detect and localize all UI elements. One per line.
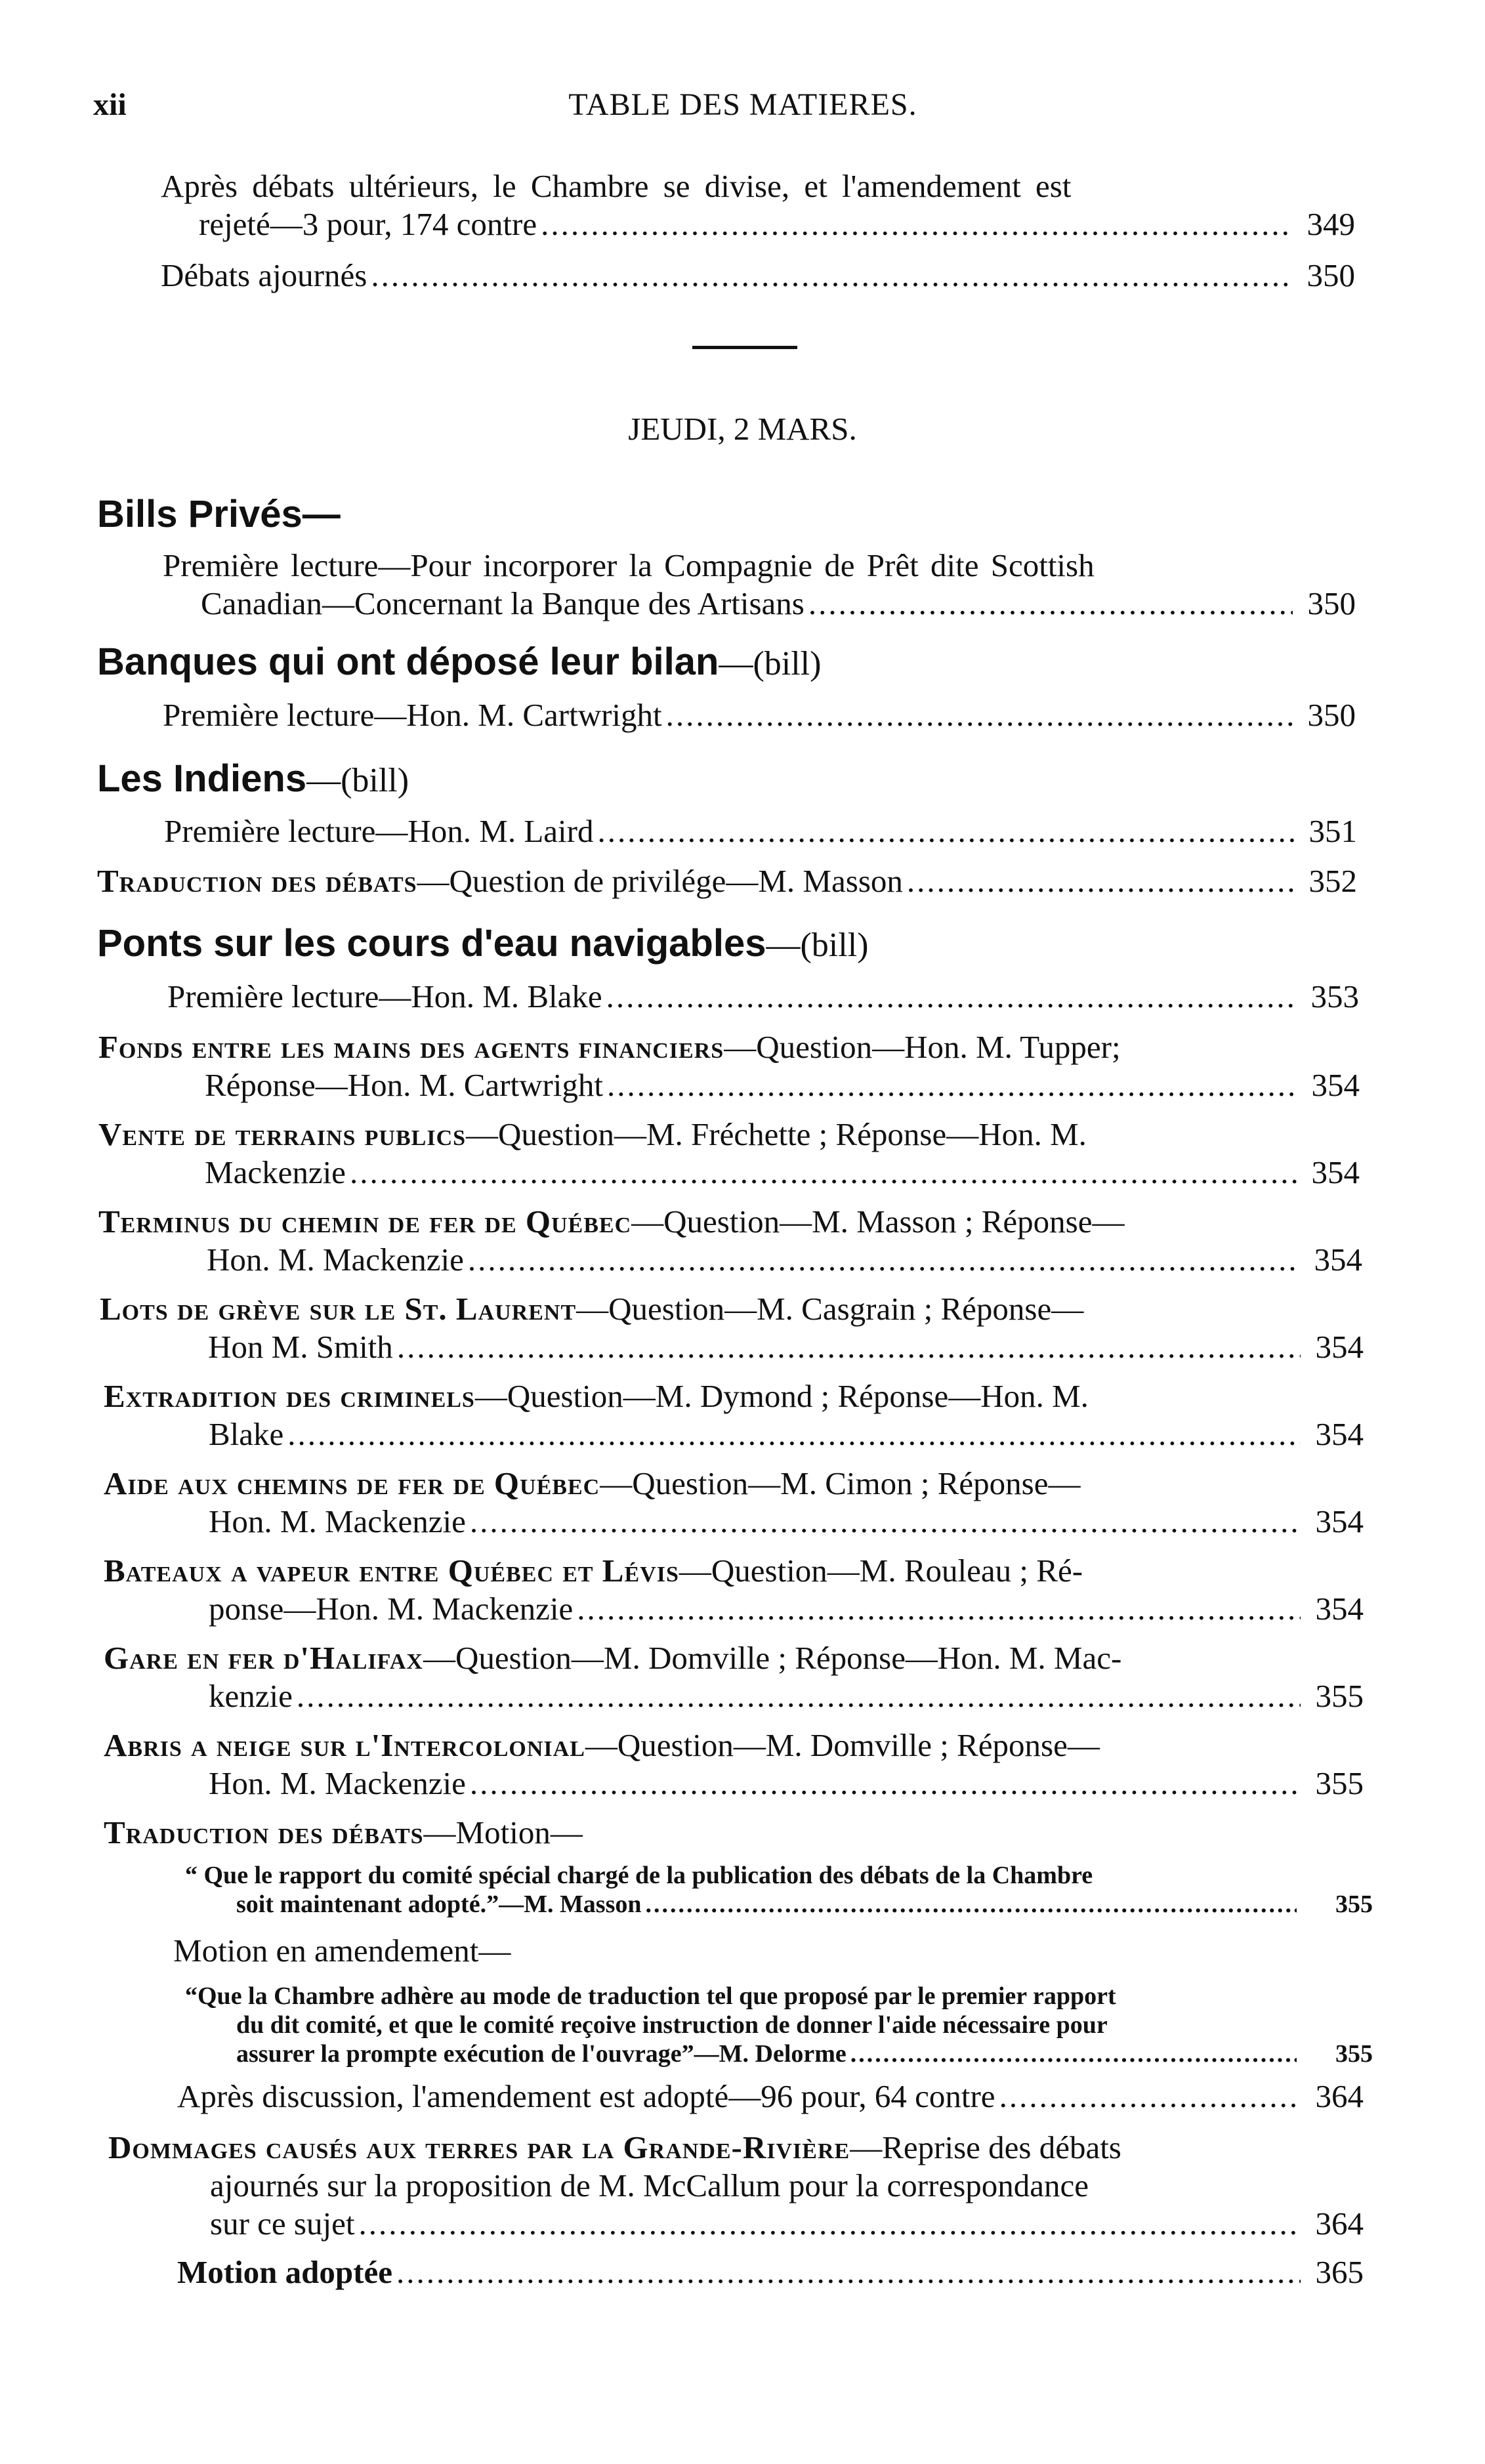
toc-entry-question <box>98 1203 1362 1279</box>
entry-text: —Question—M. Cimon ; Réponse— <box>600 1465 1081 1501</box>
bill-tag: —(bill) <box>719 645 822 682</box>
page-ref: 364 <box>1315 2078 1364 2114</box>
page-header <box>93 87 1392 133</box>
entry-text: Débats ajournés <box>161 257 367 293</box>
entry-text: Hon. M. Mackenzie <box>209 1503 466 1539</box>
quote-text: “Que la Chambre adhère au mode de traduction tel que proposé par le premier rapport <box>185 1982 1116 2010</box>
entry-text: Hon. M. Mackenzie <box>207 1242 464 1278</box>
entry-text: —Question—M. Casgrain ; Réponse— <box>576 1291 1084 1327</box>
dot-leader <box>371 257 1292 295</box>
toc-entry-debats-ajournes <box>161 257 1355 295</box>
toc-entry-dommages <box>108 2129 1364 2243</box>
entry-text: sur ce sujet <box>210 2205 355 2242</box>
entry-title: Traduction des débats <box>104 1814 424 1850</box>
entry-text: Première lecture—Hon. M. Cartwright <box>163 697 662 733</box>
entry-text: ponse—Hon. M. Mackenzie <box>209 1591 574 1627</box>
entry-title: Terminus du chemin de fer de Québec <box>98 1203 632 1240</box>
dot-leader <box>808 585 1293 623</box>
entry-text: Réponse—Hon. M. Cartwright <box>205 1067 603 1103</box>
entry-text: kenzie <box>209 1678 293 1714</box>
entry-text: —Motion— <box>423 1814 583 1850</box>
page-ref: 350 <box>1307 585 1356 621</box>
quote-text: du dit comité, et que le comité reçoive instruction de donner l'aide nécessaire pour <box>236 2011 1108 2039</box>
section-heading-banques <box>97 640 821 684</box>
page-ref: 365 <box>1315 2254 1364 2290</box>
dot-leader <box>358 2205 1301 2243</box>
entry-text: Hon M. Smith <box>208 1329 393 1365</box>
dot-leader <box>606 978 1296 1016</box>
dot-leader <box>397 1328 1301 1366</box>
page-ref: 355 <box>1335 1890 1373 1918</box>
dot-leader <box>470 1764 1301 1803</box>
entry-title: Vente de terrains publics <box>98 1116 467 1152</box>
toc-entry-bills-prives <box>163 547 1356 623</box>
section-heading-indiens <box>97 757 409 801</box>
page-ref: 354 <box>1315 1503 1364 1539</box>
page-ref: 354 <box>1311 1154 1360 1190</box>
page-ref: 355 <box>1315 1678 1364 1714</box>
page-ref: 354 <box>1315 1591 1364 1627</box>
quote-text: soit maintenant adopté.”—M. Masson <box>236 1890 642 1918</box>
dot-leader <box>541 205 1292 243</box>
heading-text: Bills Privés— <box>97 493 341 535</box>
entry-title: Abris a neige sur l'Intercolonial <box>104 1727 585 1763</box>
entry-text: rejeté—3 pour, 174 contre <box>199 206 537 242</box>
entry-text: —Question—M. Fréchette ; Réponse—Hon. M. <box>466 1116 1087 1152</box>
dot-leader <box>468 1241 1299 1279</box>
entry-title: Aide aux chemins de fer de Québec <box>104 1465 600 1501</box>
dot-leader <box>646 1890 1297 1919</box>
bill-tag: —(bill) <box>306 762 409 799</box>
toc-entry-question <box>104 1465 1364 1541</box>
entry-text: —Question de privilége—M. Masson <box>417 863 903 899</box>
toc-entry-question <box>104 1639 1364 1715</box>
entry-text: Première lecture—Pour incorporer la Compagnie de Prêt dite Scottish <box>163 547 1095 583</box>
entry-title: Gare en fer d'Halifax <box>104 1640 423 1676</box>
motion-amendement <box>173 1932 1289 1970</box>
entry-text: Canadian—Concernant la Banque des Artisans <box>201 585 805 621</box>
toc-entry-traduction-privilege <box>97 862 1357 900</box>
amendment-quote <box>185 1982 1373 2068</box>
entry-text: Après discussion, l'amendement est adopté—96 pour, 64 contre <box>177 2078 995 2114</box>
heading-text: Banques qui ont déposé leur bilan <box>97 640 719 683</box>
page-ref: 355 <box>1335 2040 1373 2068</box>
running-title: TABLE DES MATIERES. <box>568 87 917 122</box>
page-ref: 349 <box>1307 206 1355 242</box>
entry-text: Mackenzie <box>205 1154 346 1190</box>
dot-leader <box>350 1154 1297 1192</box>
toc-entry-ponts <box>167 978 1359 1016</box>
toc-entry-traduction-motion <box>104 1814 1305 1852</box>
dot-leader <box>470 1503 1301 1541</box>
section-heading-ponts <box>97 921 868 965</box>
entry-text: Motion adoptée <box>177 2254 392 2290</box>
dot-leader <box>597 812 1294 850</box>
entry-title: Lots de grève sur le St. Laurent <box>100 1291 577 1327</box>
page-ref: 354 <box>1315 1329 1364 1365</box>
dot-leader <box>287 1415 1301 1453</box>
dot-leader <box>907 862 1294 900</box>
entry-title: Extradition des criminels <box>104 1378 475 1414</box>
date-heading: JEUDI, 2 MARS. <box>628 411 857 447</box>
entry-text: Première lecture—Hon. M. Blake <box>167 978 602 1014</box>
dot-leader <box>607 1066 1297 1104</box>
entry-text: Blake <box>209 1416 284 1452</box>
entry-title: Bateaux a vapeur entre Québec et Lévis <box>104 1553 679 1589</box>
toc-entry-motion-adoptee <box>177 2253 1364 2291</box>
quote-text: assurer la prompte exécution de l'ouvrage”—M. Delorme <box>236 2040 847 2068</box>
page-ref: 354 <box>1314 1242 1362 1278</box>
page-number: xii <box>93 87 127 122</box>
entry-text: —Question—M. Masson ; Réponse— <box>631 1203 1125 1240</box>
section-heading-bills-prives <box>97 492 341 536</box>
entry-text: —Reprise des débats <box>850 2129 1121 2165</box>
toc-entry-question <box>100 1290 1364 1366</box>
entry-text: Hon. M. Mackenzie <box>209 1765 466 1801</box>
toc-entry-indiens <box>164 812 1357 850</box>
toc-entry-apres-debats <box>161 167 1355 243</box>
toc-entry-apres-discussion <box>177 2078 1364 2116</box>
entry-text: —Question—M. Dymond ; Réponse—Hon. M. <box>474 1378 1089 1414</box>
toc-entry-question <box>104 1552 1364 1628</box>
toc-entry-banques <box>163 696 1356 734</box>
toc-entry-question <box>98 1116 1360 1192</box>
dot-leader <box>577 1590 1301 1628</box>
bill-tag: —(bill) <box>766 927 869 964</box>
dot-leader <box>666 696 1293 734</box>
page-ref: 364 <box>1315 2205 1364 2242</box>
toc-entry-question <box>104 1377 1364 1453</box>
page-ref: 354 <box>1315 1416 1364 1452</box>
page-ref: 352 <box>1308 863 1357 899</box>
entry-title: Dommages causés aux terres par la Grande-Rivière <box>108 2129 850 2165</box>
page-ref: 353 <box>1310 978 1359 1014</box>
entry-title: Fonds entre les mains des agents financiers <box>98 1029 724 1065</box>
entry-text: Motion en amendement— <box>173 1932 511 1969</box>
toc-entry-question <box>98 1028 1360 1104</box>
entry-text: ajournés sur la proposition de M. McCallum pour la correspondance <box>210 2167 1089 2203</box>
entry-text: Après débats ultérieurs, le Chambre se divise, et l'amendement est <box>161 168 1072 204</box>
dot-leader <box>999 2078 1301 2116</box>
entry-text: —Question—Hon. M. Tupper; <box>724 1029 1121 1065</box>
entry-title: Traduction des débats <box>97 863 417 899</box>
page-ref: 350 <box>1307 697 1356 733</box>
page-ref: 350 <box>1307 257 1355 293</box>
dot-leader <box>850 2039 1297 2068</box>
page-ref: 354 <box>1311 1067 1360 1103</box>
section-divider <box>692 346 797 349</box>
dot-leader <box>396 2253 1301 2291</box>
entry-text: Première lecture—Hon. M. Laird <box>164 813 594 849</box>
toc-entry-question <box>104 1726 1364 1803</box>
heading-text: Ponts sur les cours d'eau navigables <box>97 922 766 965</box>
heading-text: Les Indiens <box>97 757 307 800</box>
page-ref: 351 <box>1308 813 1357 849</box>
quote-text: “ Que le rapport du comité spécial chargé de la publication des débats de la Chambre <box>185 1862 1093 1889</box>
motion-quote <box>185 1861 1373 1919</box>
entry-text: —Question—M. Domville ; Réponse— <box>585 1727 1100 1763</box>
page-ref: 355 <box>1315 1765 1364 1801</box>
entry-text: —Question—M. Rouleau ; Ré- <box>679 1553 1083 1589</box>
entry-text: —Question—M. Domville ; Réponse—Hon. M. Mac- <box>423 1640 1122 1676</box>
dot-leader <box>297 1677 1301 1715</box>
